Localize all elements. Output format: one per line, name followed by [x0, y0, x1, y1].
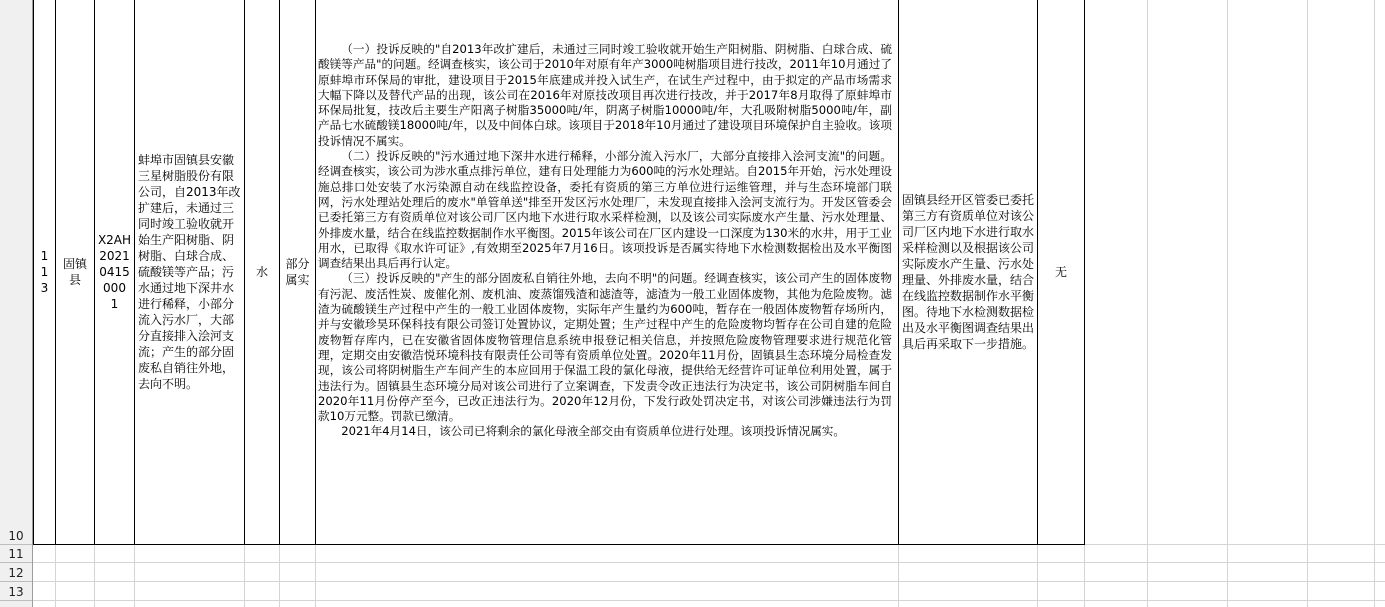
paragraph-1: （一）投诉反映的"自2013年改扩建后，未通过三同时竣工验收就开始生产阳树脂、阴树脂、白球合成、硫酸镁等产品"的问题。经调查核实，该公司于2010年对原有年产3000吨树脂项目进行技改，2011年10月通过了原蚌埠市环保局的审批，建设项目于2015年底建成并投入试生产，在试生产过程中，由于拟定的产品市场需求大幅下降以及替代产品的出现，该公司在2016年对原技改项目再次进行技改，并于2017年8月取得了原蚌埠市环保局批复，技改后主要生产阳离子树脂35000吨/年，阴离子树脂10000吨/年，大孔吸附树脂5000吨/年，副产品七水硫酸镁18000吨/年，以及中间体白球。该项目于2018年10月通过了建设项目环境保护自主验收。该项投诉情况不属实。 [318, 42, 892, 148]
gridline [1227, 0, 1228, 607]
cell-county[interactable]: 固镇县 [56, 0, 95, 545]
gridline [1037, 545, 1038, 607]
paragraph-3: （三）投诉反映的"产生的部分固废私自销往外地，去向不明"的问题。经调查核实，该公司产生的固体废物有污泥、废活性炭、废催化剂、废机油、废蒸馏残渣和滤渣等，滤渣为一般工业固体废物，其他为危险废物。滤渣为硫酸镁生产过程中产生的一般工业固体废物，实际年产生量约为600吨，暂存在一般固体废物暂存场所内，并与安徽珍昊环保科技有限公司签订处置协议，定期处置；生产过程中产生的危险废物均暂存在公司自建的危险废物暂存库内，已在安徽省固体废物管理信息系统申报登记相关信息，并按照危险废物管理要求进行规范化管理，定期交由安徽浩悦环境科技有限责任公司等有资质单位处置。2020年11月份，固镇县生态环境分局检查发现，该公司将阴树脂生产车间产生的本应回用于保温工段的氯化母液，提供给无经营许可证单位利用处置，属于违法行为。固镇县生态环境分局对该公司进行了立案调查，下发责令改正违法行为决定书，该公司阴树脂车间自2020年11月份停产至今，已改正违法行为。2020年12月份，下发行政处罚决定书，对该公司涉嫌违法行为罚款10万元整。罚款已缴清。 [318, 271, 892, 424]
cell-code[interactable]: X2AH20210415000 1 [95, 0, 135, 545]
gridline [134, 545, 135, 607]
gridline [33, 600, 1385, 601]
paragraph-2: （二）投诉反映的"污水通过地下深井水进行稀释，小部分流入污水厂，大部分直接排入浍河支流"的问题。经调查核实，该公司为涉水重点排污单位，建有日处理能力为600吨的污水处理站。自2015年开始，污水处理设施总排口处安装了水污染源自动在线监控设备，委托有资质的第三方单位进行运维管理，并与生态环境部门联网，污水处理站处理后的废水"单管单送"排至开发区污水处理厂，未发现直接排入浍河支流行为。开发区管委会已委托第三方有资质单位对该公司厂区内地下水进行取水采样检测，以及该公司实际废水产生量、污水处理量、外排废水量，结合在线监控数据制作水平衡图。2015年该公司在厂区内建设一口深度为130米的水井，用于工业用水，已取得《取水许可证》,有效期至2025年7月16日。该项投诉是否属实待地下水检测数据检出及水平衡图调查结果出具后再行认定。 [318, 149, 892, 271]
row-header-13[interactable]: 13 [0, 582, 32, 601]
gridline [33, 562, 1385, 563]
cell-rectification[interactable]: 固镇县经开区管委已委托第三方有资质单位对该公司厂区内地下水进行取水采样检测以及根据该公司实际废水产生量、污水处理量、外排废水量，结合在线监控数据制作水平衡图。待地下水检测数据检出及水平衡图调查结果出具后再采取下一步措施。 [899, 0, 1038, 545]
gridline [1084, 545, 1085, 607]
gridline [244, 545, 245, 607]
cell-complaint[interactable]: 蚌埠市固镇县安徽三星树脂股份有限公司，自2013年改扩建后，未通过三同时竣工验收就开始生产阳树脂、阴树脂、白球合成、硫酸镁等产品；污水通过地下深井水进行稀释，小部分流入污水厂，大部分直接排入浍河支流；产生的部分固废私自销往外地，去向不明。 [135, 0, 245, 545]
gridline [898, 545, 899, 607]
gridline [279, 545, 280, 607]
row-header-10[interactable]: 10 [0, 0, 32, 545]
spreadsheet-grid[interactable] [33, 0, 1385, 607]
gridline [1374, 0, 1375, 607]
row-header-column [0, 0, 33, 607]
gridline [55, 545, 56, 607]
cell-type[interactable]: 水 [245, 0, 280, 545]
gridline [1307, 0, 1308, 607]
gridline [315, 545, 316, 607]
gridline [33, 581, 1385, 582]
cell-investigation[interactable] [316, 0, 899, 545]
row-header-12[interactable]: 12 [0, 563, 32, 582]
gridline [1147, 0, 1148, 607]
gridline [94, 545, 95, 607]
row-header-11[interactable]: 11 [0, 545, 32, 563]
investigation-text [316, 0, 898, 440]
paragraph-4: 2021年4月14日，该公司已将剩余的氯化母液全部交由有资质单位进行处理。该项投诉情况属实。 [341, 424, 845, 439]
cell-seq[interactable]: 113 [33, 0, 56, 545]
cell-accountability[interactable]: 无 [1038, 0, 1085, 545]
cell-verdict[interactable]: 部分属实 [280, 0, 316, 545]
